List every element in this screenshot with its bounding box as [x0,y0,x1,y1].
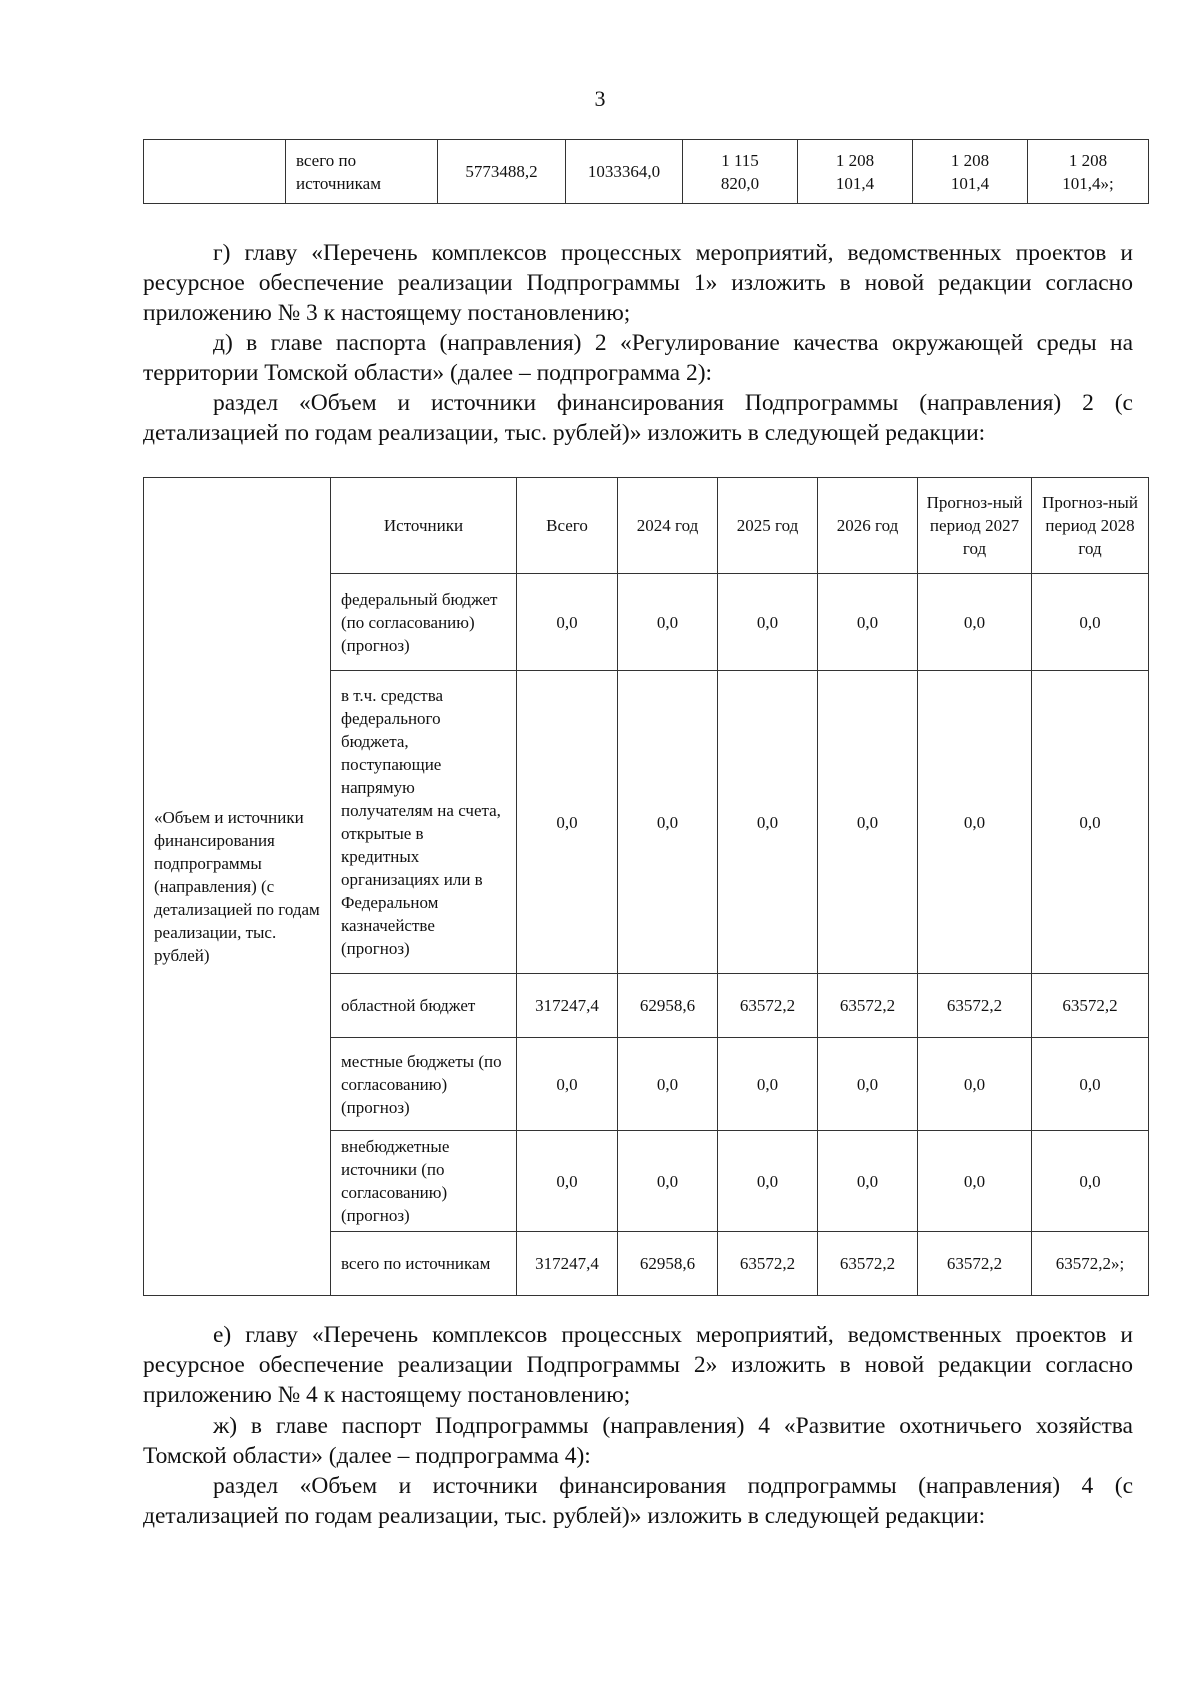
value-cell: 0,0 [818,574,918,671]
value-cell: 63572,2 [718,1232,818,1296]
paragraph-razdel-1: раздел «Объем и источники финансирования Подпрограммы (направления) 2 (с детализацией по годам реализации, тыс. рублей)» изложить в следующей редакции: [143,390,1133,446]
value-cell: 0,0 [1032,671,1149,974]
value-cell: 0,0 [517,1131,618,1232]
source-label: внебюджетные источники (по согласованию) (прогноз) [331,1131,517,1232]
value-cell: 0,0 [618,671,718,974]
value-cell: 63572,2 [918,1232,1032,1296]
source-label: в т.ч. средства федерального бюджета, поступающие напрямую получателям на счета, открытые в кредитных организациях или в Федеральном казначействе (прогноз) [331,671,517,974]
value-cell: 0,0 [718,1038,818,1131]
header-2027: Прогноз-ный период 2027 год [918,478,1032,574]
header-2025: 2025 год [718,478,818,574]
value-cell: 0,0 [1032,1131,1149,1232]
value-2028: 1 208 101,4»; [1028,140,1149,204]
section-label: «Объем и источники финансирования подпрограммы (направления) (с детализацией по годам реализации, тыс. рублей) [144,478,331,1296]
value-cell: 0,0 [718,574,818,671]
value-cell: 0,0 [918,671,1032,974]
header-2024: 2024 год [618,478,718,574]
value-cell: 0,0 [1032,574,1149,671]
source-label: местные бюджеты (по согласованию) (прогноз) [331,1038,517,1131]
value-cell: 63572,2»; [1032,1232,1149,1296]
header-sources: Источники [331,478,517,574]
value-cell: 0,0 [718,671,818,974]
value-cell: 0,0 [718,1131,818,1232]
paragraph-g: г) главу «Перечень комплексов процессных мероприятий, ведомственных проектов и ресурсное обеспечение реализации Подпрограммы 1» изложить в новой редакции согласно приложению № 3 к настоящему постановлению; [143,240,1133,326]
row-label: всего по источникам [286,140,438,204]
header-2026: 2026 год [818,478,918,574]
source-label: областной бюджет [331,974,517,1038]
value-cell: 0,0 [918,1038,1032,1131]
paragraph-razdel-2: раздел «Объем и источники финансирования подпрограммы (направления) 4 (с детализацией по годам реализации, тыс. рублей)» изложить в следующей редакции: [143,1473,1133,1529]
value-cell: 0,0 [618,1038,718,1131]
value-cell: 63572,2 [1032,974,1149,1038]
value-cell: 63572,2 [818,1232,918,1296]
paragraph-e: е) главу «Перечень комплексов процессных мероприятий, ведомственных проектов и ресурсное обеспечение реализации Подпрограммы 2» изложить в новой редакции согласно приложению № 4 к настоящему постановлению; [143,1322,1133,1408]
top-funding-table [143,139,1149,204]
paragraph-zh: ж) в главе паспорт Подпрограммы (направления) 4 «Развитие охотничьего хозяйства Томской области» (далее – подпрограмма 4): [143,1413,1133,1469]
paragraph-d: д) в главе паспорта (направления) 2 «Регулирование качества окружающей среды на территории Томской области» (далее – подпрограмма 2): [143,330,1133,386]
source-label: всего по источникам [331,1232,517,1296]
value-2027: 1 208 101,4 [913,140,1028,204]
value-2025: 1 115 820,0 [683,140,798,204]
value-2024: 1033364,0 [566,140,683,204]
value-cell: 0,0 [818,1038,918,1131]
main-funding-table [143,477,1149,1296]
value-cell: 0,0 [517,1038,618,1131]
value-cell: 317247,4 [517,974,618,1038]
value-cell: 0,0 [918,1131,1032,1232]
value-cell: 63572,2 [718,974,818,1038]
header-total: Всего [517,478,618,574]
value-cell: 63572,2 [918,974,1032,1038]
value-cell: 62958,6 [618,1232,718,1296]
value-cell: 0,0 [517,574,618,671]
value-cell: 62958,6 [618,974,718,1038]
value-cell: 0,0 [618,574,718,671]
value-cell: 0,0 [818,1131,918,1232]
value-cell: 0,0 [618,1131,718,1232]
value-2026: 1 208 101,4 [798,140,913,204]
page-number: 3 [594,86,606,111]
value-total: 5773488,2 [438,140,566,204]
source-label: федеральный бюджет (по согласованию) (прогноз) [331,574,517,671]
value-cell: 317247,4 [517,1232,618,1296]
header-row [144,478,1149,574]
value-cell: 0,0 [918,574,1032,671]
value-cell: 0,0 [1032,1038,1149,1131]
table-row [144,140,1149,204]
empty-cell [144,140,286,204]
value-cell: 0,0 [818,671,918,974]
header-2028: Прогноз-ный период 2028 год [1032,478,1149,574]
value-cell: 63572,2 [818,974,918,1038]
value-cell: 0,0 [517,671,618,974]
